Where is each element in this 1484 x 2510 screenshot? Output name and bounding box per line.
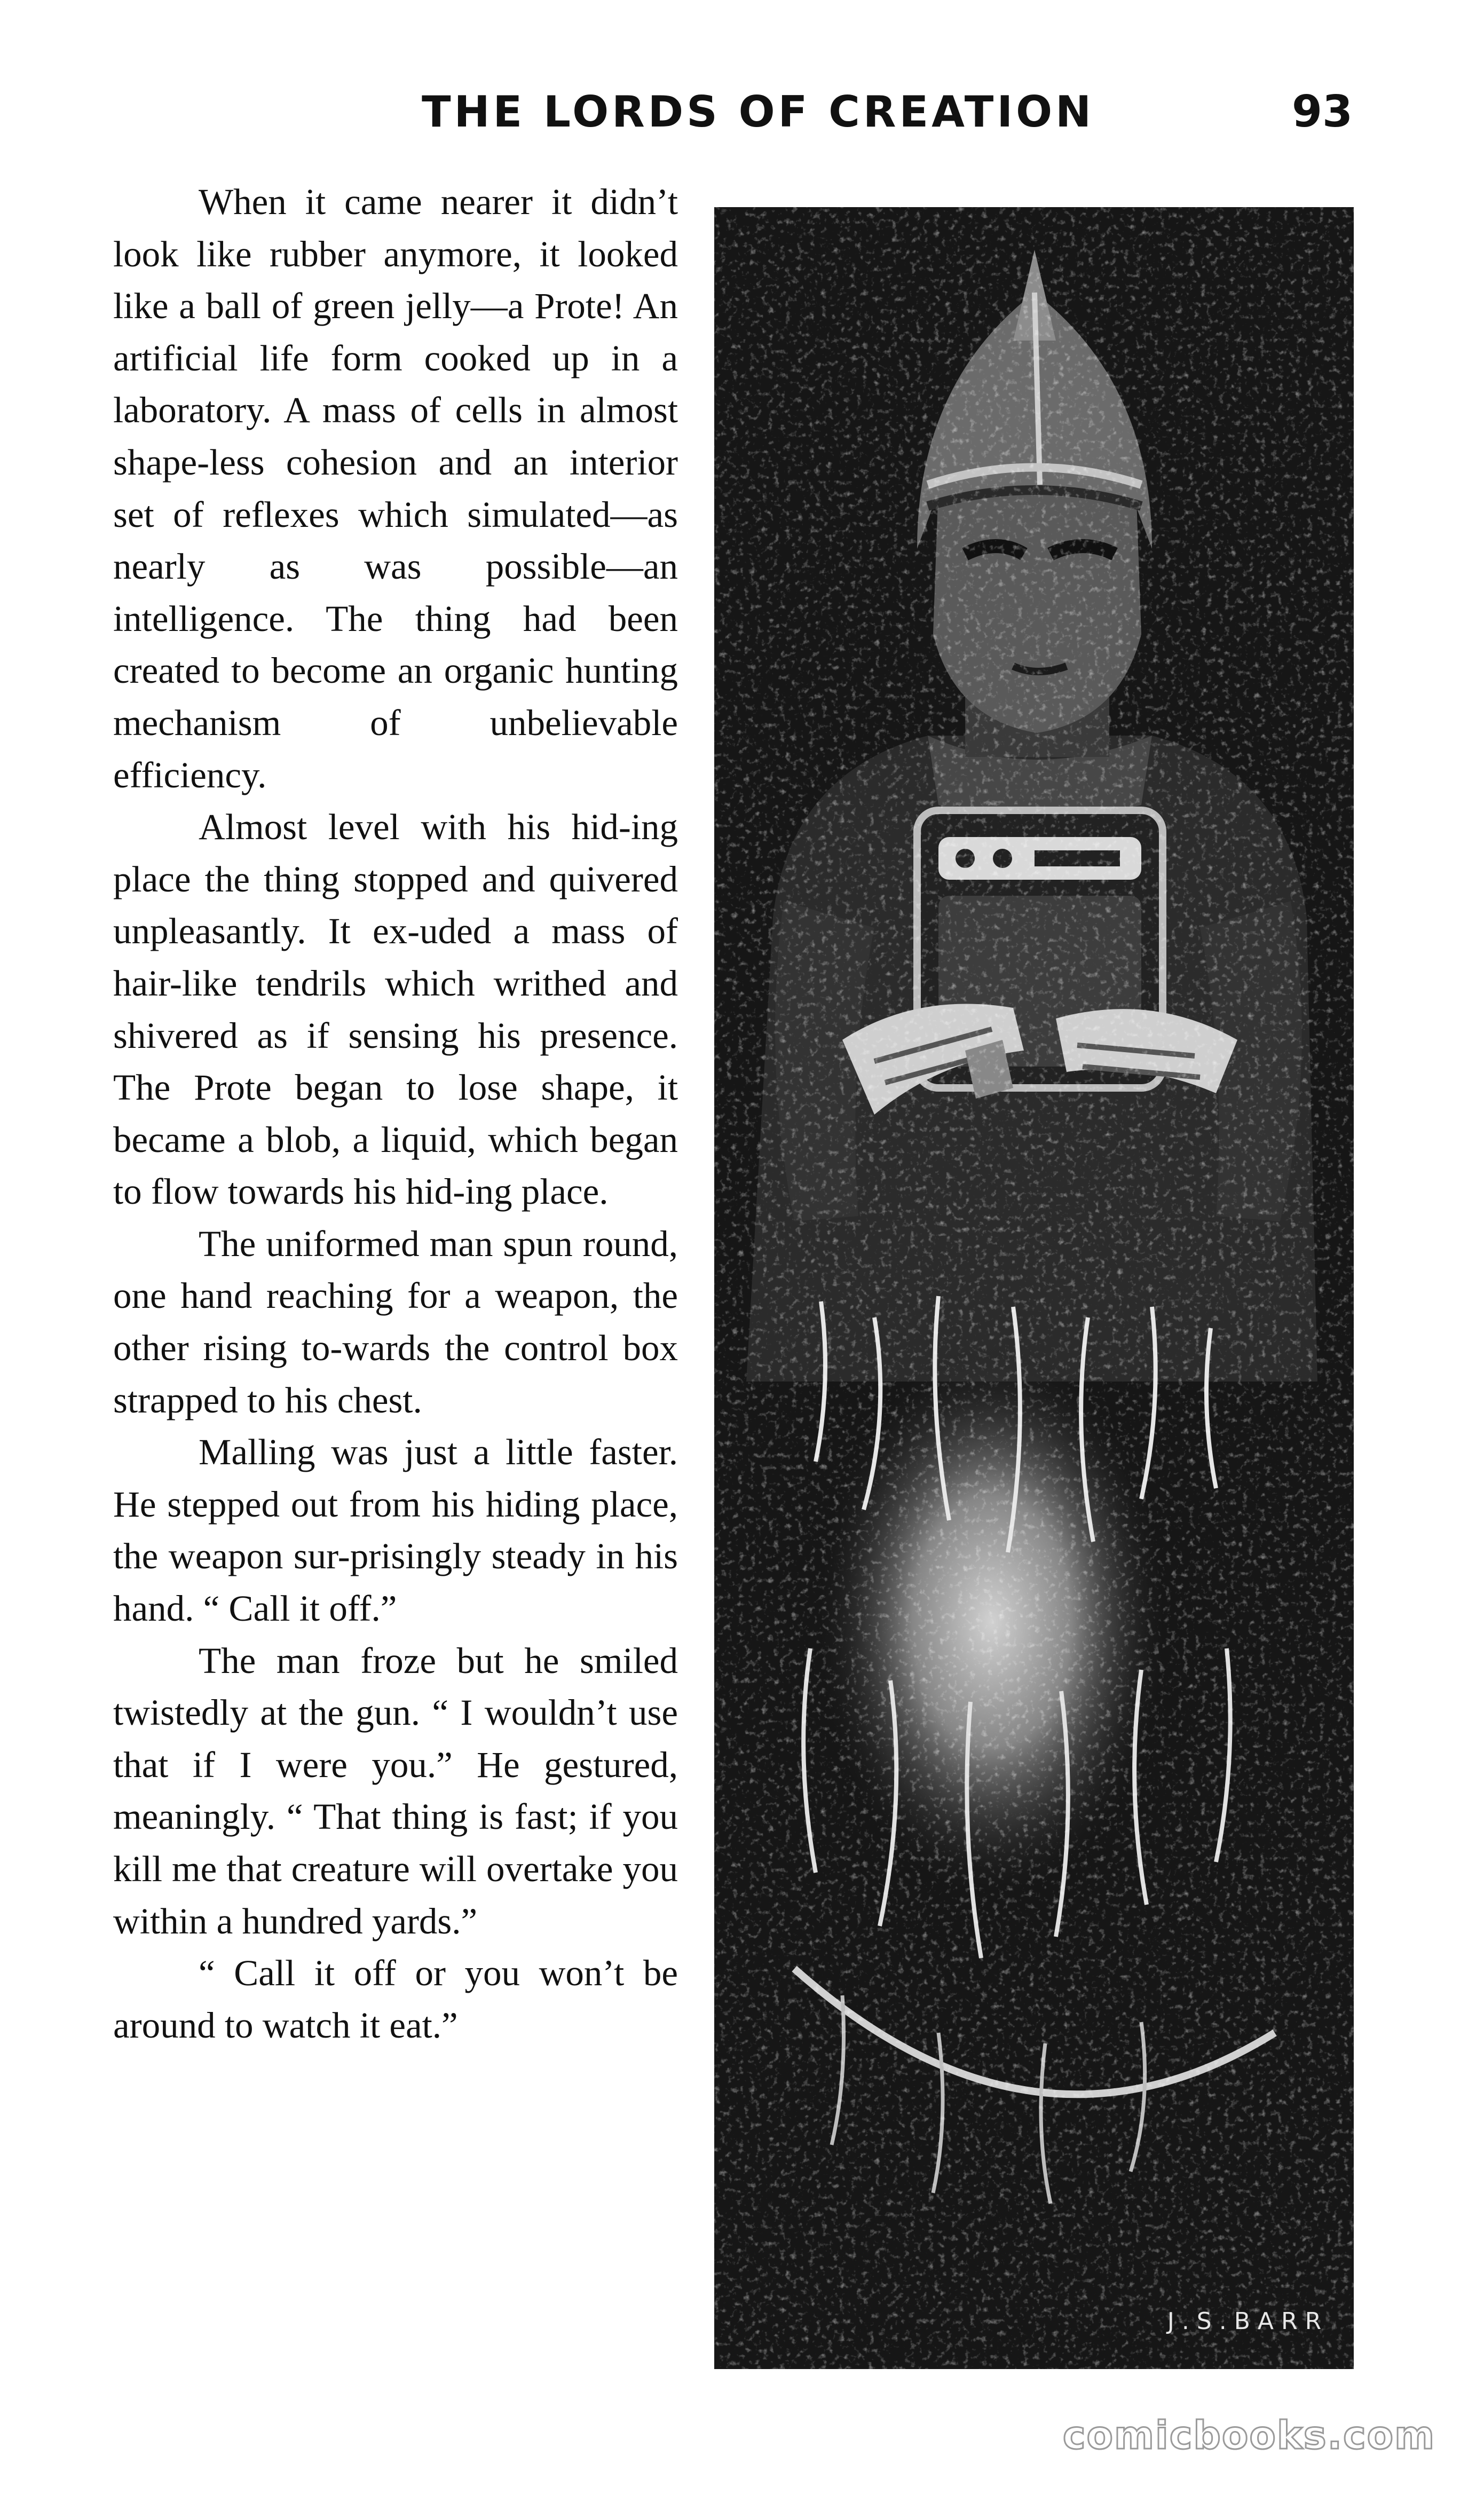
artist-signature: J.S.BARR — [1167, 2308, 1329, 2335]
illustration — [714, 207, 1354, 2369]
page-number: 93 — [1292, 86, 1353, 137]
paragraph: Malling was just a little faster. He stepped out from his hiding place, the weapon sur-prisingly steady in his hand. “ Call it off.” — [113, 1432, 678, 1629]
watermark: comicbooks.com — [1062, 2413, 1436, 2458]
grain-texture — [714, 207, 1354, 2369]
paragraph: When it came nearer it didn’t look like rubber anymore, it looked like a ball of green jelly—a Prote! An artificial life form cooked up in a laboratory. A mass of cells in almost shape-less cohesion and an interior set of reflexes which simulated—as nearly as was possible—an intelligence. The thing had been created to become an organic hunting mechanism of unbelievable efficiency. — [113, 181, 678, 795]
paragraph: The uniformed man spun round, one hand reaching for a weapon, the other rising to-wards the control box strapped to his chest. — [113, 1223, 678, 1420]
running-title: THE LORDS OF CREATION — [422, 87, 1095, 137]
paragraph: The man froze but he smiled twistedly at the gun. “ I wouldn’t use that if I were you.” He gestured, meaningly. “ That thing is fast; if you kill me that creature will overtake you within a hundred yards.” — [113, 1640, 678, 1941]
body-text — [113, 176, 678, 2051]
paragraph: “ Call it off or you won’t be around to watch it eat.” — [113, 1953, 678, 2046]
paragraph: Almost level with his hid-ing place the thing stopped and quivered unpleasantly. It ex-uded a mass of hair-like tendrils which writhed and shivered as if sensing his presence. The Prote began to lose shape, it became a blob, a liquid, which began to flow towards his hid-ing place. — [113, 807, 678, 1212]
running-header — [0, 75, 1484, 149]
